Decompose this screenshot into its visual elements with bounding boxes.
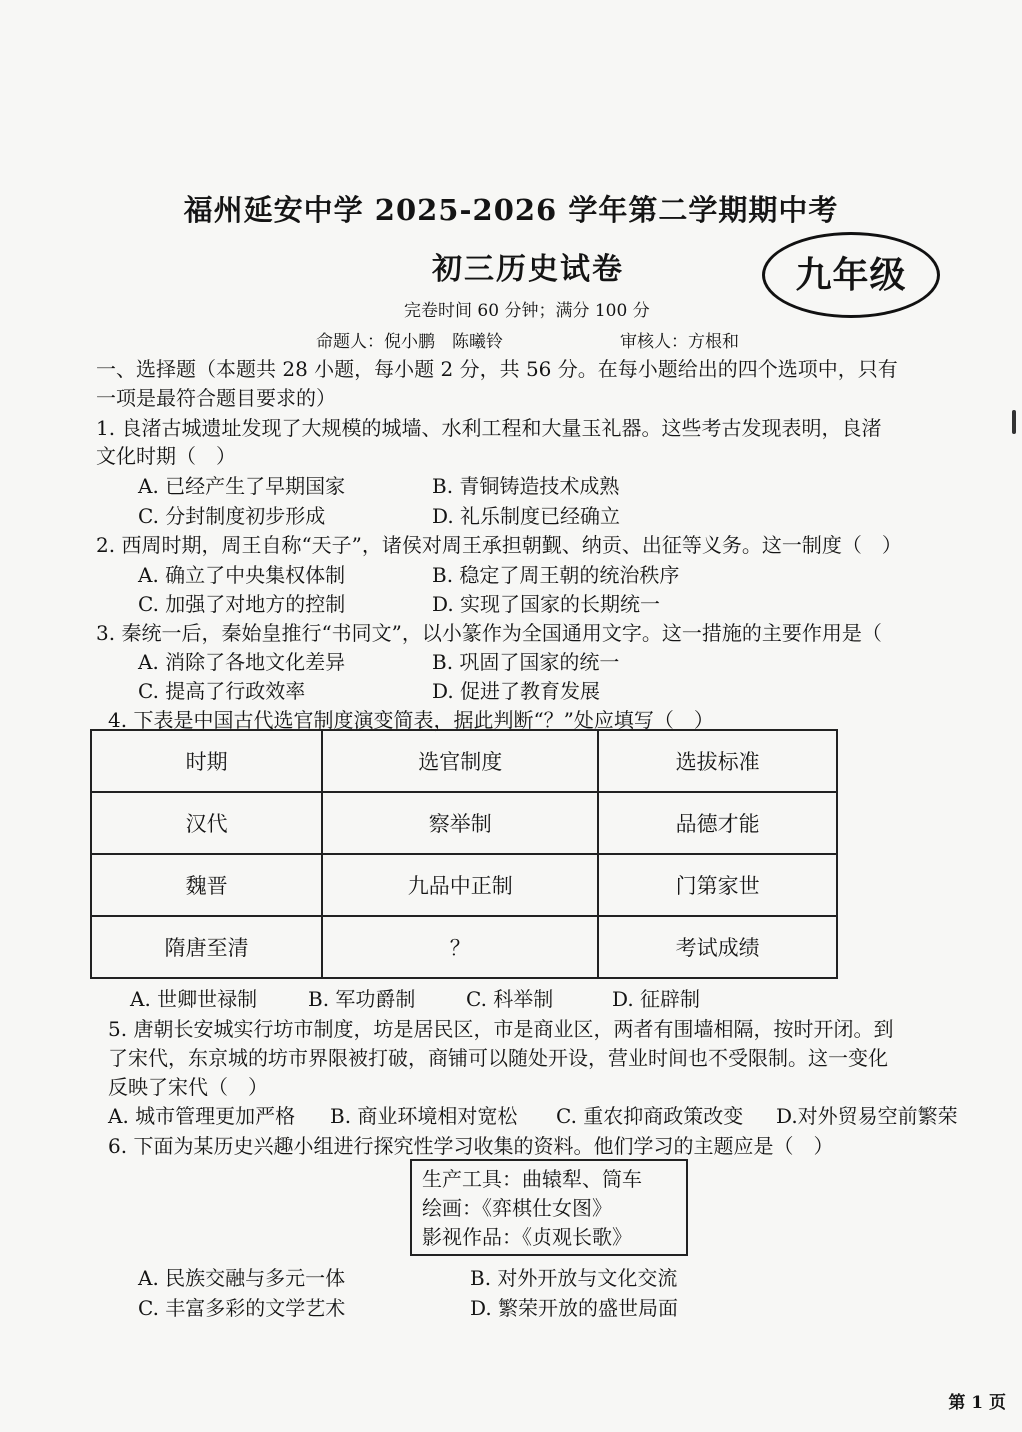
- table-cell: 九品中正制: [322, 854, 598, 916]
- q6-option-d: D. 繁荣开放的盛世局面: [470, 1296, 679, 1320]
- q1-option-d: D. 礼乐制度已经确立: [432, 504, 621, 528]
- page-number: 第 1 页: [948, 1393, 1006, 1413]
- selection-system-table: [90, 729, 838, 979]
- section-heading-line2: 一项是最符合题目要求的）: [96, 386, 336, 410]
- time-info: 完卷时间 60 分钟；满分 100 分: [404, 301, 650, 321]
- q6-option-c: C. 丰富多彩的文学艺术: [138, 1296, 346, 1320]
- material-line: 生产工具：曲辕犁、筒车: [422, 1167, 642, 1191]
- q3-option-b: B. 巩固了国家的统一: [432, 650, 620, 674]
- q1-option-a: A. 已经产生了早期国家: [138, 474, 346, 498]
- table-cell: 考试成绩: [598, 916, 837, 978]
- table-cell: 隋唐至清: [91, 916, 322, 978]
- q2-option-b: B. 稳定了周王朝的统治秩序: [432, 563, 680, 587]
- q2-option-a: A. 确立了中央集权体制: [138, 563, 346, 587]
- q1-stem-line2: 文化时期（ ）: [96, 444, 236, 468]
- q5-option-b: B. 商业环境相对宽松: [330, 1104, 518, 1128]
- exam-title: 福州延安中学 2025-2026 学年第二学期期中考: [183, 193, 839, 227]
- table-cell: 魏晋: [91, 854, 322, 916]
- q3-stem: 3. 秦统一后，秦始皇推行“书同文”，以小篆作为全国通用文字。这一措施的主要作用是（: [96, 621, 882, 645]
- q4-option-d: D. 征辟制: [612, 987, 701, 1011]
- table-row: [91, 916, 837, 978]
- q3-option-c: C. 提高了行政效率: [138, 679, 306, 703]
- q4-option-a: A. 世卿世禄制: [130, 987, 258, 1011]
- q5-option-a: A. 城市管理更加严格: [108, 1104, 296, 1128]
- table-cell: ？: [322, 916, 598, 978]
- table-header-cell: 选拔标准: [598, 730, 837, 792]
- reviewer: 审核人：方根和: [620, 332, 739, 352]
- table-cell: 汉代: [91, 792, 322, 854]
- binding-mark: [1012, 410, 1016, 434]
- q4-option-c: C. 科举制: [466, 987, 554, 1011]
- table-row: [91, 792, 837, 854]
- q2-option-c: C. 加强了对地方的控制: [138, 592, 346, 616]
- q4-option-b: B. 军功爵制: [308, 987, 416, 1011]
- q1-option-c: C. 分封制度初步形成: [138, 504, 326, 528]
- grade-stamp: 九年级: [762, 232, 940, 318]
- table-header-row: [91, 730, 837, 792]
- table-cell: 察举制: [322, 792, 598, 854]
- exam-subtitle: 初三历史试卷: [432, 252, 624, 287]
- q5-option-c: C. 重农抑商政策改变: [556, 1104, 744, 1128]
- q1-option-b: B. 青铜铸造技术成熟: [432, 474, 620, 498]
- table-cell: 品德才能: [598, 792, 837, 854]
- authors: 命题人：倪小鹏 陈曦铃: [316, 332, 503, 352]
- table-header-cell: 时期: [91, 730, 322, 792]
- q3-option-a: A. 消除了各地文化差异: [138, 650, 346, 674]
- table-row: [91, 854, 837, 916]
- material-line: 绘画：《弈棋仕女图》: [422, 1196, 612, 1220]
- q1-stem-line1: 1. 良渚古城遗址发现了大规模的城墙、水利工程和大量玉礼器。这些考古发现表明，良渚: [96, 416, 882, 440]
- table-header-cell: 选官制度: [322, 730, 598, 792]
- section-heading-line1: 一、选择题（本题共 28 小题，每小题 2 分，共 56 分。在每小题给出的四个选项中，只有: [96, 357, 898, 381]
- q5-stem-line2: 了宋代，东京城的坊市界限被打破，商铺可以随处开设，营业时间也不受限制。这一变化: [108, 1046, 888, 1070]
- q2-stem: 2. 西周时期，周王自称“天子”，诸侯对周王承担朝觐、纳贡、出征等义务。这一制度（ ）: [96, 533, 902, 557]
- q2-option-d: D. 实现了国家的长期统一: [432, 592, 661, 616]
- q3-option-d: D. 促进了教育发展: [432, 679, 601, 703]
- q6-option-b: B. 对外开放与文化交流: [470, 1266, 678, 1290]
- table-cell: 门第家世: [598, 854, 837, 916]
- material-line: 影视作品：《贞观长歌》: [422, 1225, 632, 1249]
- q5-stem-line1: 5. 唐朝长安城实行坊市制度，坊是居民区，市是商业区，两者有围墙相隔，按时开闭。到: [108, 1017, 894, 1041]
- q6-stem: 6. 下面为某历史兴趣小组进行探究性学习收集的资料。他们学习的主题应是（ ）: [108, 1134, 834, 1158]
- q5-stem-line3: 反映了宋代（ ）: [108, 1075, 268, 1099]
- q6-material-box: [410, 1159, 688, 1256]
- q6-option-a: A. 民族交融与多元一体: [138, 1266, 346, 1290]
- q5-option-d: D.对外贸易空前繁荣: [776, 1104, 958, 1128]
- q4-stem: 4. 下表是中国古代选官制度演变简表，据此判断“？”处应填写（ ）: [108, 708, 714, 732]
